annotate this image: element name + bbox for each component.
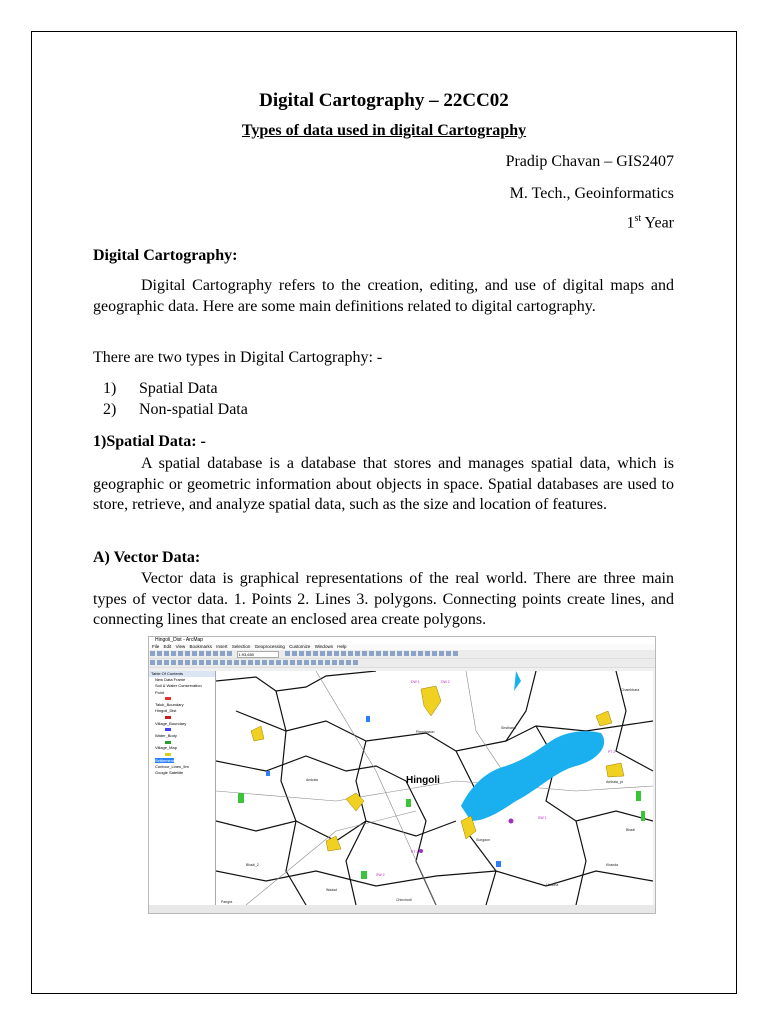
toc-layer: New Data Frame [155,677,186,683]
list-number: 1) [103,380,117,397]
toc-layer: Taluk_Boundary [155,702,184,708]
map-label-village: Chambhara [621,688,640,692]
map-label-village: Sirsthana [501,726,516,730]
map-label-town: Hingoli [406,775,440,786]
document-title: Digital Cartography – 22CC02 [259,90,509,111]
list-text: Spatial Data [139,380,218,397]
map-label-point: PT 2 [608,750,616,754]
map-label-point: DW 1 [411,680,420,684]
map-svg [216,671,653,905]
year-num: 1 [626,214,635,232]
map-label-village: Chinchodi [396,898,412,902]
toc-layer: Point [149,690,215,702]
toc-layer: Soil & Water Conservation [155,683,202,689]
map-label-point: SW 1 [538,816,547,820]
map-label-village: Pimplagaon [416,730,435,734]
toolbar-1 [149,650,655,659]
map-label-village: Undona [546,883,559,887]
author-year [626,213,674,232]
menu-item: Selection [231,644,251,649]
menu-item: View [175,644,186,649]
map-view [216,671,653,905]
toc-title: Table Of Contents [149,671,215,677]
map-label-village: Khanda [606,863,619,867]
table-of-contents [149,671,216,905]
section-heading-vector-data: A) Vector Data: [93,549,201,566]
status-bar [149,905,655,913]
section-heading-spatial-data: 1)Spatial Data: - [93,433,206,450]
types-intro: There are two types in Digital Cartography: - [93,349,383,366]
menu-item: Windows [314,644,333,649]
toc-layer: Hingoli_Dist [149,708,215,720]
map-label-village: Bhadi [626,828,635,832]
map-label-village: Bhadi_2 [246,863,259,867]
toolbar-2 [149,659,655,668]
toc-layer: Water_Body [149,733,215,745]
menu-item: File [152,644,160,649]
map-label-village: Sungaon [476,838,491,842]
toc-layer: Village_Map [149,745,215,757]
list-text: Non-spatial Data [139,401,248,418]
author-name: Pradip Chavan – GIS2407 [505,153,674,170]
author-degree: M. Tech., Geoinformatics [509,185,674,202]
toc-layer: Settlement [155,757,175,763]
menu-item: Geoprocessing [254,644,285,649]
map-label-point: SW 2 [376,873,385,877]
map-label-point: DW 2 [441,680,450,684]
paragraph-vector: Vector data is graphical representations of the real world. There are three main types of vector data. 1. Points 2. Lines 3. polygons. Connecting points create lines, and connecting lines that create an enclosed area create polygons. [93,570,674,628]
toc-layer: Google Satellite [155,770,184,776]
paragraph-definition: Digital Cartography refers to the creation, editing, and use of digital maps and geographic data. Here are some main definitions related to digital cartography. [93,277,674,315]
list-number: 2) [103,401,117,418]
menu-item: Insert [216,644,228,649]
map-label-village: Ambala_pt [606,780,623,784]
map-label-village: Ambala [306,778,318,782]
menu-item: Customize [289,644,311,649]
list-item [103,401,248,419]
year-sup: st [634,213,642,224]
menu-item: Edit [163,644,172,649]
map-label-village: Wadad [326,888,337,892]
toc-layer: Village_Boundary [149,721,215,733]
scale-box: 1:93,650 [237,651,279,658]
window-title: Hingoli_Dist - ArcMap [149,637,655,644]
section-heading-digital-cartography: Digital Cartography: [93,247,238,264]
map-point-marker [509,819,514,824]
map-label-point: PT 1 [411,850,419,854]
year-word: Year [641,214,674,232]
document-subtitle: Types of data used in digital Cartography [241,122,527,139]
map-label-village: Pangra [221,900,233,904]
toc-layer: Contour_Lines_5m [155,764,189,770]
menu-item: Bookmarks [189,644,213,649]
arcmap-screenshot [148,636,656,914]
menu-item: Help [337,644,347,649]
paragraph-spatial: A spatial database is a database that stores and manages spatial data, which is geographic or geometric information about objects in space. Spatial databases are used to store, retrieve, and analyze spatial data, such as the size and location of features. [93,455,674,513]
list-item [103,380,218,398]
